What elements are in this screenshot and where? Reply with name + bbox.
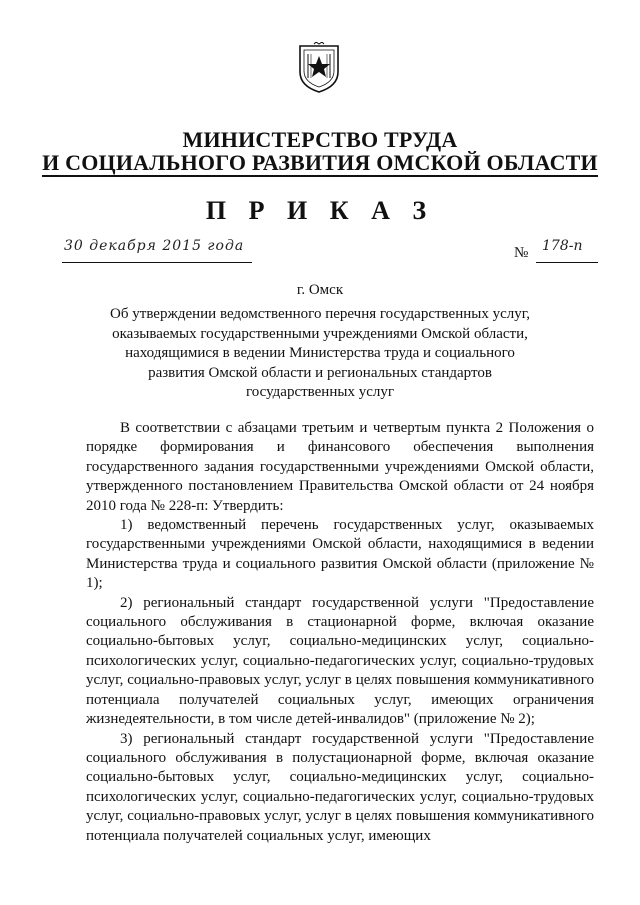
ministry-name-line1: МИНИСТЕРСТВО ТРУДА — [182, 127, 458, 152]
subject-line: развития Омской области и региональных стандартов — [148, 364, 492, 381]
subject-line: оказываемых государственными учреждениями Омской области, — [112, 325, 528, 342]
document-type-title: П Р И К А З — [205, 196, 435, 225]
body-paragraph-item-1: 1) ведомственный перечень государственных услуг, оказываемых государственными учреждениями Омской области, находящимися в ведении Министерства труда и социального развития Омской области (приложение № 1); — [86, 517, 594, 592]
body-paragraph-preamble: В соответствии с абзацами третьим и четвертым пункта 2 Положения о порядке формирования и финансового обеспечения выполнения государственного задания государственными учреждениями Омской области, утвержденного постановлением Правительства Омской области от 24 ноября 2010 года № 228-п: Утвердить: — [86, 420, 594, 514]
ministry-name-line2-text: И СОЦИАЛЬНОГО РАЗВИТИЯ ОМСКОЙ ОБЛАСТИ — [42, 150, 598, 175]
omsk-coat-of-arms-icon — [296, 42, 342, 94]
subject-line: государственных услуг — [245, 384, 394, 400]
subject-line: Об утверждении ведомственного перечня государственных услуг, — [110, 306, 530, 322]
order-date-field — [62, 238, 252, 263]
subject-line: находящимися в ведении Министерства труда и социального — [125, 345, 515, 361]
body-paragraph-item-2: 2) региональный стандарт государственной услуги "Предоставление социального обслуживания в стационарной форме, включая оказание социально-бытовых услуг, социально-медицинских услуг, социально-психологических услуг, социально-педагогических услуг, социально-трудовых услуг, социально-правовых услуг, услуг в целях повышения коммуникативного потенциала получателей социальных услуг, имеющих ограничения жизнедеятельности, в том числе детей-инвалидов" (приложение № 2); — [86, 594, 594, 728]
ministry-name-line2 — [0, 150, 640, 176]
order-number-field — [536, 238, 598, 263]
order-number-label: № — [514, 245, 529, 261]
order-date-handwritten: 30 декабря 2015 года — [64, 238, 245, 254]
city-name: г. Омск — [296, 282, 344, 298]
order-body — [86, 419, 594, 846]
order-subject — [110, 305, 530, 403]
body-paragraph-item-3: 3) региональный стандарт государственной услуги "Предоставление социального обслуживания в полустационарной форме, включая оказание социально-бытовых услуг, социально-медицинских услуг, социально-психологических услуг, социально-педагогических услуг, социально-трудовых услуг, социально-правовых услуг, услуг в целях повышения коммуникативного потенциала получателей социальных услуг, имеющих — [86, 730, 594, 844]
order-number-handwritten: 178-п — [542, 238, 583, 254]
